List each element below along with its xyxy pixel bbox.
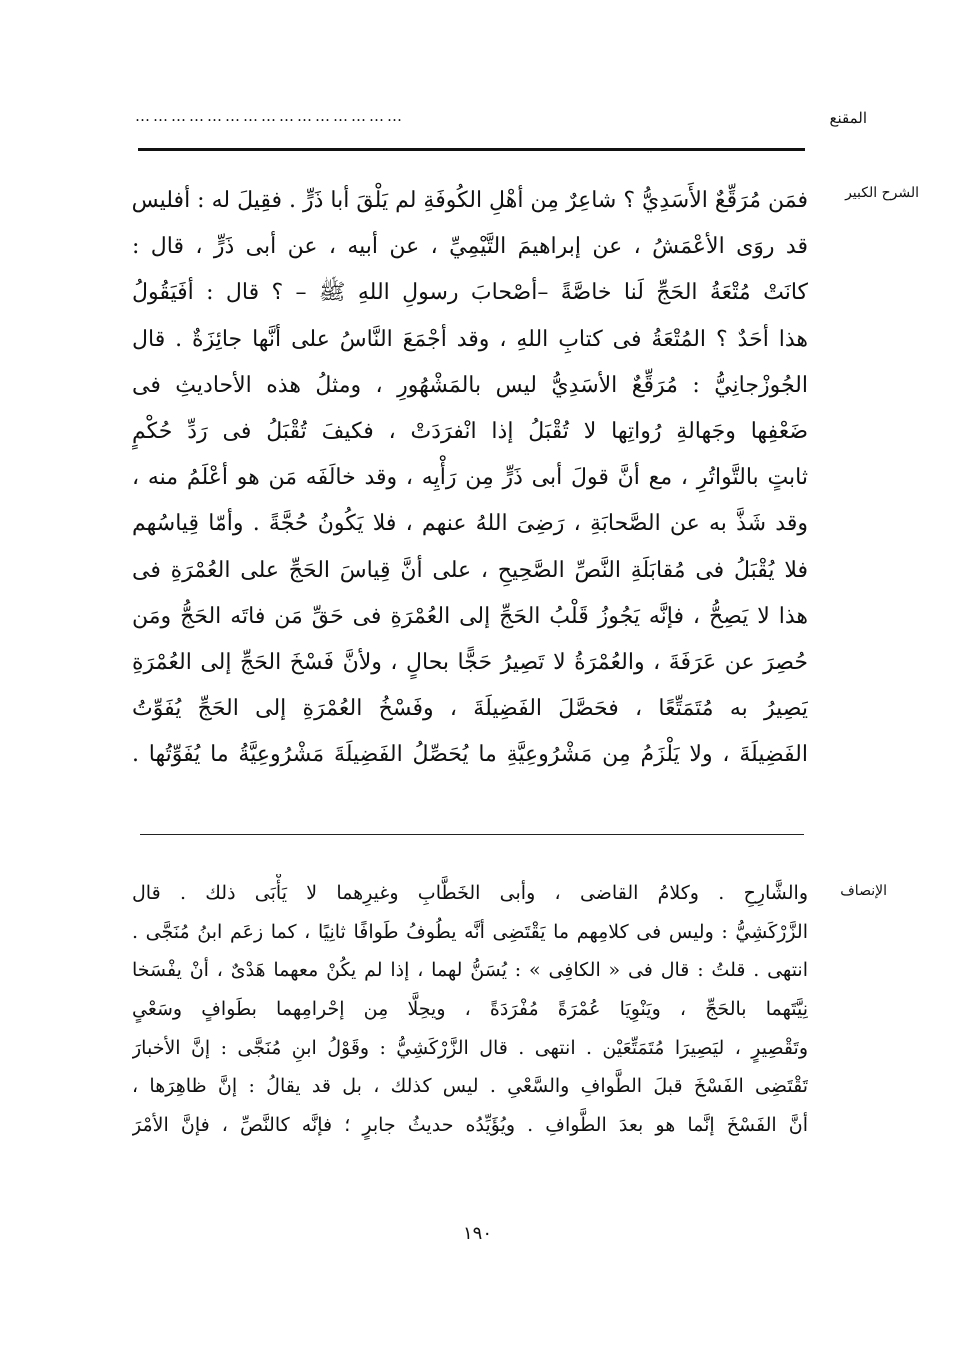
section-divider-rule: [140, 834, 804, 835]
header-dotted-leader: ………………………………………: [135, 107, 405, 125]
side-label-insaf: الإنصاف: [840, 883, 887, 899]
insaf-line: الزَّرْكَشِيُّ : وليس فى كلامِهم ما يَقْتَضِى أنَّه يطُوفُ طَوافًا ثانِيًا ، كما زعَم ابنُ مُنَجَّى .: [132, 920, 808, 943]
sharh-line: حُصِرَ عن عَرَفَةَ ، والعُمْرَةُ لا تَصِيرُ حَجًّا بحالٍ ، ولأنَّ فَسْخَ الحَجِّ إلى العُمْرَةِ: [132, 649, 808, 675]
sharh-line: كانَتْ مُتْعَةُ الحَجِّ لَنا خاصَّةً –أصْحابَ رسولِ اللهِ ﷺ – ؟ قال : أفَيَقُولُ: [132, 280, 808, 306]
side-label-sharh: الشرح الكبير: [845, 185, 919, 201]
sharh-line: هذا لا يَصِحُّ ، فإنَّه يَجُوزُ قَلْبُ الحَجِّ إلى العُمْرَةِ فى حَقِّ مَن فاتَه الحَجُّ ومَن: [132, 603, 808, 629]
sharh-line: وقد شَذَّ به عن الصَّحابَةِ ، رَضِىَ اللهُ عنهم ، فلا يَكُونُ حُجَّةً . وأمّا قِياسُهم: [132, 511, 808, 537]
insaf-line: تَقْتَضِى الفَسْخَ قبلَ الطَّوافِ والسَّعْىِ . ليس كذلك ، بل قد يقالُ : إنَّ ظاهِرَها ،: [132, 1075, 808, 1098]
sharh-line: هذا أحَدٌ ؟ المُتْعَةُ فى كتابِ اللهِ ، وقد أجْمَعَ النَّاسُ على أنَّها جائِزَةٌ . قال: [132, 326, 808, 352]
sharh-line: فمَن مُرَقِّعٌ الأَسَدِيُّ ؟ شاعِرٌ مِن أهْلِ الكُوفَةِ لم يَلْقَ أبا ذَرٍّ . فقِيلَ له : أفليس: [132, 188, 808, 213]
page-number: ١٩٠: [462, 1223, 492, 1244]
insaf-line: وتَقْصِيرٍ ، ليَصِيرَا مُتَمَتِّعَيْن . انتهى . قال الزَّرْكَشِيُّ : وقَوْلُ ابنِ مُنَجَّى : إنَّ الأخبارَ: [132, 1036, 808, 1059]
sharh-line: الفَضِيلَةَ ، ولا يَلْزَمُ مِن مَشْرُوعِيَّةِ ما يُحَصِّلُ الفَضِيلَةَ مَشْرُوعِيَّةُ ما يُفَوِّتُها .: [132, 742, 808, 768]
running-header-title: المقنع: [829, 109, 867, 127]
insaf-text-block: [132, 874, 808, 1145]
insaf-line: والشَّارِحِ . وكلامُ القاضى ، وأبى الخَطَّابِ وغيرِهما لا يَأْبَى ذلك . قال: [132, 882, 808, 904]
sharh-line: ضَعْفِها وجَهالةِ رُواتِها لا تُقْبَلُ إذا انْفرَدَتْ ، فكيفَ تُقْبَلُ فى رَدِّ حُكْمٍ: [132, 418, 808, 444]
sharh-line: يَصِيرُ به مُتَمَتِّعًا ، فحَصَّلَ الفَضِيلَةَ ، وفَسْخُ العُمْرَةِ إلى الحَجِّ يُفَوِّتُ: [132, 696, 808, 722]
insaf-line: نِيَّتَهما بالحَجِّ ، ويَنْوِيَا عُمْرَةً مُفْرَدَةً ، ويحِلَّا مِن إحْرامِهما بطَوافٍ وسَعْىٍ: [132, 998, 808, 1021]
sharh-line: ثابتٍ بالتَّواتُرِ ، مع أنَّ قولَ أبى ذَرٍّ مِن رَأْيِه ، وقد خالَفَه مَن هو أعْلَمُ منه ،: [132, 465, 808, 491]
sharh-text-block: [132, 178, 808, 778]
insaf-line: انتهى . قلتُ : قال فى « الكافِى » : يُسَنُّ لهما ، إذا لم يكُنْ معهما هَدْىٌ ، أنْ يفْسَخا: [132, 959, 808, 982]
insaf-line: أنَّ الفَسْخَ إنَّما هو بعدَ الطَّوافِ . ويُؤَيِّدُه حديثُ جابرٍ ؛ فإنَّه كالنَّصِّ ، فإنَّ الأمْرَ: [132, 1114, 808, 1137]
sharh-line: فلا يُقْبَلُ فى مُقابَلَةِ النَّصِّ الصَّحِيحِ ، على أنَّ قِياسَ الحَجِّ على العُمْرَةِ فى: [132, 557, 808, 583]
sharh-line: قد روَى الأعْمَشُ ، عن إبراهيمَ التَّيْمِيِّ ، عن أبيه ، عن أبى ذَرٍّ ، قال :: [132, 234, 808, 260]
sharh-line: الجُوزْجانِيُّ : مُرَقِّعٌ الأسَدِيُّ ليس بالمَشْهُورِ ، ومثلُ هذه الأحاديثِ فى: [132, 372, 808, 398]
header-rule: [138, 148, 805, 151]
